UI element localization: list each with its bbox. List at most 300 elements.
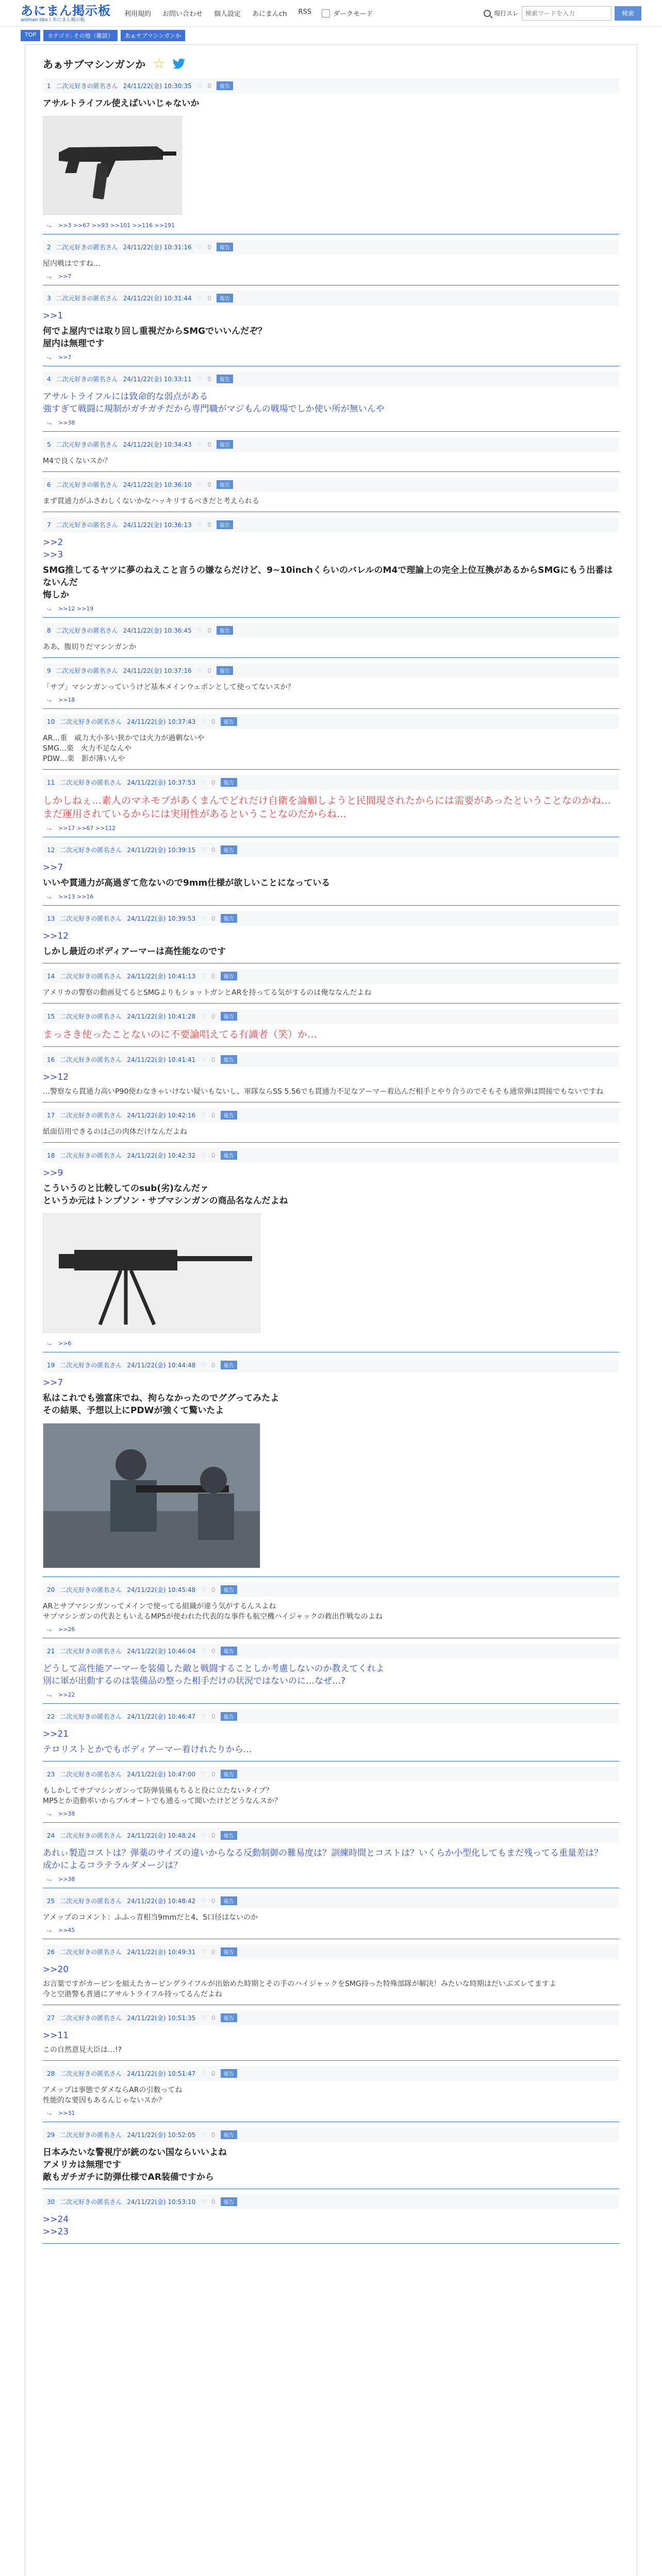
reply-links[interactable]: >>31 [58,2110,75,2116]
reply-anchor[interactable]: >>11 [43,2030,69,2041]
reply-links[interactable]: >>45 [58,1927,75,1934]
post-image[interactable] [43,1213,260,1333]
like-count: 0 [207,440,212,448]
post-author: 二次元好きの匿名さん [60,1152,122,1159]
nav-contact[interactable]: お問い合わせ [162,10,203,18]
post-body: お言葉ですがカービンを組えたカービングライフルが出始めた時期とその手のハイジャックをSMG持った特殊部隊が解決！みたいな時期はだいぶズレてますよ 今と空港警も普通にアサルトライフル持ってるんだよね [43,1980,556,1998]
like-count: 0 [211,1832,216,1839]
reply-anchor[interactable]: >>21 [43,1729,69,1739]
post-date: 24/11/22(金) 10:39:15 [127,846,196,854]
star-icon[interactable]: ☆ [153,56,165,72]
post-author: 二次元好きの匿名さん [60,2131,122,2139]
like-count: 0 [211,2070,216,2077]
report-button[interactable]: 報告 [221,1831,237,1840]
post-header [43,1944,619,1959]
post [43,663,619,709]
like-count: 0 [211,1897,216,1905]
post [43,291,619,366]
share-icon[interactable]: ↪ [47,1811,52,1818]
report-button[interactable]: 報告 [221,1647,237,1655]
report-button[interactable]: 報告 [221,2197,237,2206]
report-button[interactable]: 報告 [221,845,237,854]
post-date: 24/11/22(金) 10:49:31 [127,1948,196,1956]
post-number[interactable]: 3 [47,294,51,302]
post-footer [43,1808,619,1819]
like-count: 0 [211,1111,216,1119]
post-number[interactable]: 13 [47,914,55,922]
reply-links[interactable]: >>7 [58,354,72,361]
post-body: 屋内戦はですね… [43,260,101,268]
post-date: 24/11/22(金) 10:37:53 [127,779,196,786]
post [43,842,619,906]
post-number[interactable]: 25 [47,1897,55,1905]
post [43,2066,619,2122]
heart-icon[interactable]: ♡ [201,1012,207,1020]
post-number[interactable]: 16 [47,1056,55,1063]
like-count: 0 [211,778,216,786]
reply-links[interactable]: >>38 [58,1876,75,1883]
heart-icon[interactable]: ♡ [201,1361,207,1369]
post-date: 24/11/22(金) 10:41:13 [127,973,196,980]
post-author: 二次元好きの匿名さん [60,1897,122,1905]
post-header [43,477,619,492]
post-number[interactable]: 2 [47,243,51,251]
post-date: 24/11/22(金) 10:41:41 [127,1056,196,1063]
post-number[interactable]: 27 [47,2014,55,2022]
post-author: 二次元好きの匿名さん [60,718,122,725]
post [43,78,619,234]
post-number[interactable]: 24 [47,1832,55,1839]
dark-mode-checkbox[interactable] [322,9,330,18]
share-icon[interactable]: ↪ [47,2110,52,2117]
post-header [43,437,619,452]
post-date: 24/11/22(金) 10:51:47 [127,2070,196,2077]
nav-terms[interactable]: 利用規約 [124,10,152,18]
share-icon[interactable]: ↪ [47,1341,52,1348]
twitter-bird-icon[interactable] [172,58,186,70]
post [43,2127,619,2189]
search-type-select[interactable]: 現行スレ [493,10,519,17]
nav-settings[interactable]: 個人設定 [214,10,241,18]
post-number[interactable]: 6 [47,481,51,488]
post-body: SMG推してるヤツに夢のねえこと言うの嫌ならだけど、9~10inchくらいのバレルのM4で理論上の完全上位互換があるからSMGにもう出番はないんだ 悔しか [43,565,613,600]
share-icon[interactable]: ↪ [47,1927,52,1935]
report-button[interactable]: 報告 [221,914,237,923]
dark-mode-toggle[interactable] [322,8,373,18]
breadcrumb [0,27,662,44]
post-number[interactable]: 11 [47,778,55,786]
reply-links[interactable]: >>6 [58,1340,72,1347]
heart-icon[interactable]: ♡ [201,2198,207,2206]
like-count: 0 [211,1713,216,1720]
report-button[interactable]: 報告 [221,1055,237,1064]
like-count: 0 [211,718,216,725]
post-header [43,714,619,729]
report-button[interactable]: 報告 [221,717,237,726]
breadcrumb-category[interactable]: カテゴリ: その他（雑談） [43,30,118,41]
like-count: 0 [207,626,212,634]
post-body: ああ、腹切りだマシンガンか [43,643,137,651]
like-count: 0 [211,1012,216,1020]
post-number[interactable]: 7 [47,521,51,529]
post-author: 二次元好きの匿名さん [56,627,118,634]
reply-anchor[interactable]: >>24 >>23 [43,2214,69,2237]
report-button[interactable]: 報告 [221,2069,237,2078]
report-button[interactable]: 報告 [217,440,233,449]
like-count: 0 [207,667,212,674]
post-header [43,623,619,638]
post-header [43,1709,619,1724]
reply-anchor[interactable]: >>9 [43,1168,63,1178]
post-body: アメリカの警察の動画見てるとSMGよりもショットガンとARを持ってる気がするのは俺ななんだよね [43,989,372,997]
share-icon[interactable]: ↪ [47,274,52,281]
share-icon[interactable]: ↪ [47,354,52,362]
thread-container [25,44,637,2576]
like-count: 0 [207,243,212,251]
breadcrumb-top[interactable]: TOP [21,30,40,41]
like-count: 0 [211,1770,216,1778]
like-count: 0 [211,1151,216,1159]
post-body: この自然意見大臣は…!? [43,2046,122,2054]
nav-rss[interactable]: RSS [298,8,311,16]
post-author: 二次元好きの匿名さん [60,1013,122,1020]
site-logo[interactable] [21,4,111,23]
post-body: アメップは事態でダメならARの引数ってね 性能的な要因もあるんじゃないスか？ [43,2086,183,2105]
heart-icon[interactable]: ♡ [201,1770,207,1778]
post-number[interactable]: 21 [47,1647,55,1655]
post-header [43,1148,619,1163]
post [43,2010,619,2061]
post-body: AR…重 威力大小多い狭かでは火力が過剰ないや SMG…楽 火力不足なんや PDW…楽 影が薄いんや [43,734,205,763]
reply-anchor[interactable]: >>12 [43,931,69,941]
share-icon[interactable]: ↪ [47,825,52,833]
heart-icon[interactable]: ♡ [201,1111,207,1119]
post-footer [43,603,619,614]
heart-icon[interactable]: ♡ [201,1056,207,1063]
post-date: 24/11/22(金) 10:36:10 [123,481,192,488]
heart-icon[interactable]: ♡ [201,718,207,725]
post [43,1828,619,1888]
post-number[interactable]: 26 [47,1948,55,1956]
post-header [43,1643,619,1658]
reply-anchor[interactable]: >>12 [43,1072,69,1082]
post-author: 二次元好きの匿名さん [60,1771,122,1778]
post-number[interactable]: 5 [47,440,51,448]
heart-icon[interactable]: ♡ [196,440,203,448]
post-author: 二次元好きの匿名さん [60,1362,122,1369]
report-button[interactable]: 報告 [217,626,233,635]
report-button[interactable]: 報告 [221,1896,237,1905]
post [43,1052,619,1103]
post-header [43,291,619,306]
post-author: 二次元好きの匿名さん [60,2014,122,2022]
post-author: 二次元好きの匿名さん [60,1948,122,1956]
post-footer [43,271,619,282]
heart-icon[interactable]: ♡ [201,2131,207,2139]
post-number[interactable]: 19 [47,1361,55,1369]
post-header [43,371,619,386]
post-footer [43,891,619,902]
post-image[interactable] [43,116,182,215]
post-date: 24/11/22(金) 10:46:47 [127,1713,196,1720]
post-header [43,78,619,93]
breadcrumb-thread[interactable]: あぁサブマシンガンか [121,30,186,41]
post-date: 24/11/22(金) 10:39:53 [127,915,196,922]
post-number[interactable]: 20 [47,1586,55,1594]
post [43,517,619,618]
share-icon[interactable]: ↪ [47,1876,52,1884]
post-body: こういうのと比較してのsub(劣)なんだァ というか元はトンプソン・サブマシンガンの商品名なんだよね [43,1183,288,1206]
heart-icon[interactable]: ♡ [201,972,207,980]
post-header [43,2127,619,2142]
post [43,1944,619,2005]
post-date: 24/11/22(金) 10:31:16 [123,244,192,251]
post-date: 24/11/22(金) 10:30:35 [123,82,192,90]
heart-icon[interactable]: ♡ [201,1948,207,1956]
post-author: 二次元好きの匿名さん [60,779,122,786]
post-header [43,775,619,790]
reply-anchor[interactable]: >>1 [43,311,63,321]
post-date: 24/11/22(金) 10:48:24 [127,1832,196,1839]
report-button[interactable]: 報告 [217,243,233,251]
post-number[interactable]: 12 [47,846,55,854]
post-body: まっさき使ったことないのに不要論唱えてる有識者（笑）か… [43,1029,318,1040]
search-icon [484,10,491,17]
post-body: アサルトライフルには致命的な弱点がある 強すぎて戦闘に規制がガチガチだから専門職がマジもんの戦場でしか使い所が無いんや [43,392,385,414]
report-button[interactable]: 報告 [221,1770,237,1778]
reply-anchor[interactable]: >>7 [43,862,63,873]
nav-animan-ch[interactable]: あにまんch [252,10,287,18]
report-button[interactable]: 報告 [221,778,237,787]
post-date: 24/11/22(金) 10:53:10 [127,2198,196,2206]
heart-icon[interactable]: ♡ [201,1586,207,1594]
heart-icon[interactable]: ♡ [201,1713,207,1720]
heart-icon[interactable]: ♡ [201,778,207,786]
report-button[interactable]: 報告 [217,294,233,302]
post [43,1009,619,1047]
heart-icon[interactable]: ♡ [196,667,203,674]
post-number[interactable]: 15 [47,1012,55,1020]
share-icon[interactable]: ↪ [47,1626,52,1634]
reply-links[interactable]: >>22 [58,1691,75,1698]
post-header [43,2194,619,2209]
post [43,1582,619,1638]
logo-text: あにまん掲示板 [21,3,111,18]
post-footer [43,694,619,705]
post-number[interactable]: 17 [47,1111,55,1119]
post-date: 24/11/22(金) 10:34:43 [123,441,192,448]
post [43,911,619,963]
report-button[interactable]: 報告 [221,1361,237,1369]
post [43,1148,619,1352]
like-count: 0 [207,294,212,302]
like-count: 0 [211,846,216,854]
post-author: 二次元好きの匿名さん [60,1648,122,1655]
post-number[interactable]: 10 [47,718,55,725]
reply-links[interactable]: >>7 [58,273,72,280]
post-number[interactable]: 28 [47,2070,55,2077]
report-button[interactable]: 報告 [217,666,233,675]
report-button[interactable]: 報告 [217,480,233,489]
post-header [43,2010,619,2025]
post [43,714,619,770]
post-header [43,911,619,926]
report-button[interactable]: 報告 [217,520,233,529]
post-image[interactable] [43,1423,260,1568]
post-footer [43,823,619,834]
post [43,969,619,1004]
like-count: 0 [207,82,212,90]
post [43,1893,619,1939]
post [43,2194,619,2244]
reply-links[interactable]: >>18 [58,697,75,703]
post-body: …警察なら貫通力高いP90使わなきゃいけない疑いもないし、軍隊ならSS 5.56でも貫通力不足なアーマー着込んだ相手とやり合うのでそもそも通常弾は間接でもないですね [43,1088,604,1096]
post-footer [43,1338,619,1349]
reply-anchor[interactable]: >>20 [43,1964,69,1975]
post-date: 24/11/22(金) 10:52:05 [127,2131,196,2139]
heart-icon[interactable]: ♡ [196,243,203,251]
post-body: いいや貫通力が高過ぎて危ないので9mm仕様が欲しいことになっている [43,878,330,888]
post-number[interactable]: 22 [47,1713,55,1720]
report-button[interactable]: 報告 [221,2130,237,2139]
post-date: 24/11/22(金) 10:45:48 [127,1586,196,1594]
heart-icon[interactable]: ♡ [196,521,203,529]
report-button[interactable]: 報告 [221,1947,237,1956]
like-count: 0 [211,1056,216,1063]
post [43,477,619,512]
post [43,623,619,658]
search-button[interactable]: 検索 [615,6,641,21]
report-button[interactable]: 報告 [221,972,237,980]
post [43,1643,619,1704]
post [43,775,619,837]
post-author: 二次元好きの匿名さん [56,295,118,302]
post-number[interactable]: 18 [47,1151,55,1159]
heart-icon[interactable]: ♡ [196,294,203,302]
post-number[interactable]: 14 [47,972,55,980]
share-icon[interactable]: ↪ [47,894,52,901]
post-body: しかし最近のボディアーマーは高性能なのです [43,946,226,957]
report-button[interactable]: 報告 [217,81,233,90]
report-button[interactable]: 報告 [221,2013,237,2022]
post [43,1108,619,1143]
post-date: 24/11/22(金) 10:36:13 [123,521,192,529]
post-author: 二次元好きの匿名さん [60,915,122,922]
post-number[interactable]: 9 [47,667,51,674]
heart-icon[interactable]: ♡ [201,914,207,922]
post-number[interactable]: 8 [47,626,51,634]
post-date: 24/11/22(金) 10:42:16 [127,1112,196,1119]
post-body: テロリストとかでもボディアーマー着けれたりから… [43,1744,252,1755]
post-body: アメップのコメント：ふふっ青相当9mmだと4、5口径はないのか [43,1913,258,1922]
post-author: 二次元好きの匿名さん [60,1832,122,1839]
post-number[interactable]: 29 [47,2131,55,2139]
report-button[interactable]: 報告 [217,375,233,383]
like-count: 0 [207,481,212,488]
report-button[interactable]: 報告 [221,1585,237,1594]
post-author: 二次元好きの匿名さん [56,376,118,383]
heart-icon[interactable]: ♡ [201,1897,207,1905]
heart-icon[interactable]: ♡ [196,626,203,634]
heart-icon[interactable]: ♡ [196,82,203,90]
post-header [43,1358,619,1372]
report-button[interactable]: 報告 [221,1712,237,1721]
share-icon[interactable]: ↪ [47,606,52,613]
report-button[interactable]: 報告 [221,1012,237,1021]
heart-icon[interactable]: ♡ [201,1647,207,1655]
heart-icon[interactable]: ♡ [201,2070,207,2077]
post-footer [43,417,619,428]
like-count: 0 [211,1586,216,1594]
post-body: まず貫通力がふさわしくないかなハッキリするべきだと考えられる [43,497,259,505]
search-input[interactable] [522,6,611,21]
site-header [0,0,662,27]
report-button[interactable]: 報告 [221,1151,237,1160]
post-author: 二次元好きの匿名さん [56,441,118,448]
post-author: 二次元好きの匿名さん [56,481,118,488]
reply-links[interactable]: >>12 >>19 [58,605,94,612]
post-number[interactable]: 23 [47,1770,55,1778]
logo-subtext: animan bbs / あにまん掲示板 [21,17,85,23]
heart-icon[interactable]: ♡ [201,1832,207,1839]
post-date: 24/11/22(金) 10:36:45 [123,627,192,634]
post-date: 24/11/22(金) 10:51:35 [127,2014,196,2022]
heart-icon[interactable]: ♡ [196,375,203,383]
share-icon[interactable]: ↪ [47,1692,52,1699]
like-count: 0 [211,972,216,980]
post-date: 24/11/22(金) 10:41:28 [127,1013,196,1020]
post [43,437,619,472]
post-number[interactable]: 30 [47,2198,55,2206]
post-body: 私はこれでも強富床でね、拘らなかったのでググってみたよ その結果、予想以上にPDWが強くて驚いたよ [43,1393,279,1416]
post-header [43,1828,619,1843]
reply-links[interactable]: >>26 [58,1626,75,1633]
post-date: 24/11/22(金) 10:37:16 [123,667,192,674]
reply-links[interactable]: >>17 >>67 >>112 [58,825,116,832]
like-count: 0 [211,2198,216,2206]
post-number[interactable]: 1 [47,82,51,90]
like-count: 0 [207,375,212,383]
post-header [43,1893,619,1908]
post-header [43,1582,619,1597]
post-body: M4で良くないスか？ [43,457,111,465]
like-count: 0 [211,1361,216,1369]
reply-anchor[interactable]: >>2 >>3 [43,537,63,560]
search-bar [484,6,641,21]
post-number[interactable]: 4 [47,375,51,383]
thread-title-row [43,45,619,78]
post-date: 24/11/22(金) 10:42:32 [127,1152,196,1159]
reply-links[interactable]: >>38 [58,419,75,426]
like-count: 0 [207,521,212,529]
post-footer [43,1689,619,1700]
heart-icon[interactable]: ♡ [201,2014,207,2022]
post-body: 何でよ屋内では取り回し重視だからSMGでいいんだぞ？ 屋内は無理です [43,326,267,349]
share-icon[interactable]: ↪ [47,697,52,704]
reply-links[interactable]: >>3 >>67 >>93 >>101 >>116 >>191 [58,222,175,229]
share-icon[interactable]: ↪ [47,223,52,230]
report-button[interactable]: 報告 [221,1111,237,1120]
heart-icon[interactable]: ♡ [201,1151,207,1159]
share-icon[interactable]: ↪ [47,420,52,427]
reply-links[interactable]: >>38 [58,1810,75,1817]
heart-icon[interactable]: ♡ [196,481,203,488]
heart-icon[interactable]: ♡ [201,846,207,854]
header-nav [124,8,311,18]
post-author: 二次元好きの匿名さん [60,1056,122,1063]
reply-anchor[interactable]: >>7 [43,1378,63,1388]
reply-links[interactable]: >>13 >>16 [58,893,94,900]
